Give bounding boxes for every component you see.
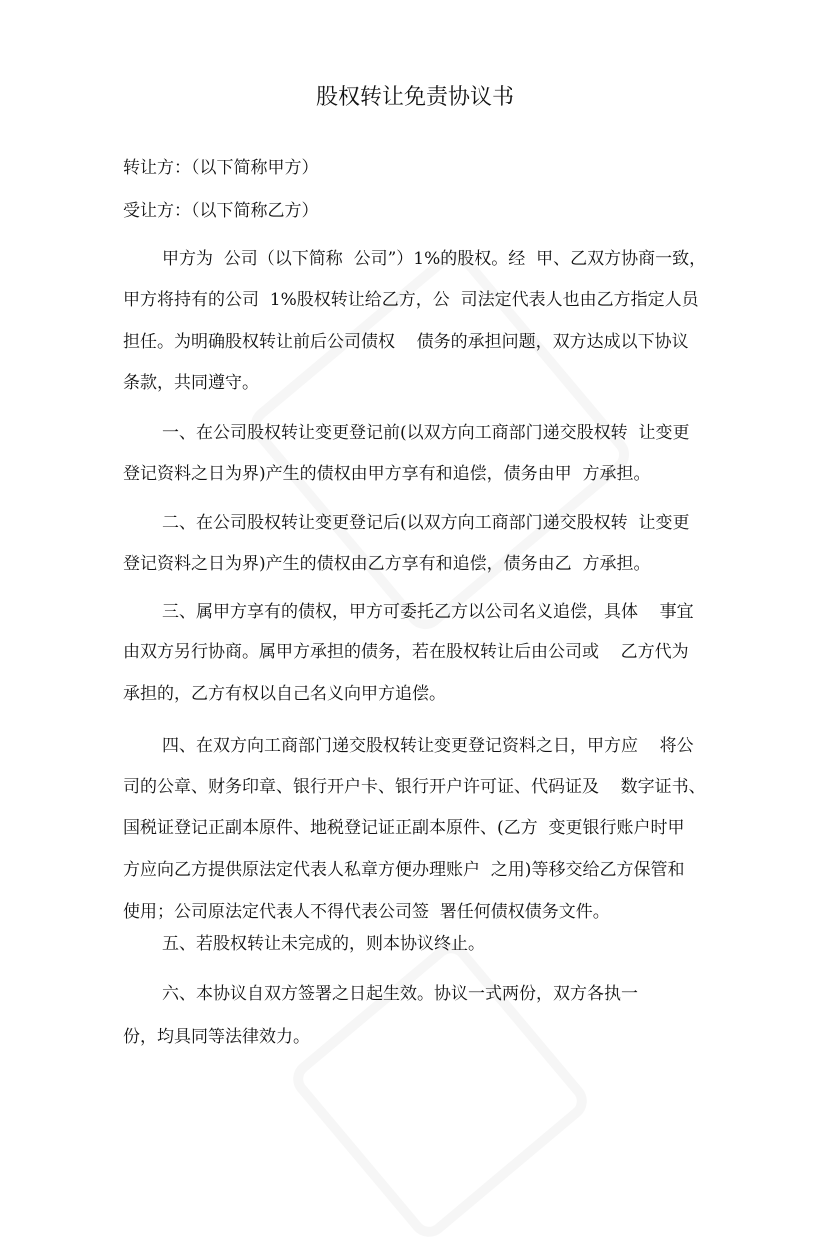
- clause-5-line: 五、若股权转让未完成的，则本协议终止。: [162, 934, 485, 954]
- transferee-line: 受让方：（以下简称乙方）: [123, 201, 319, 221]
- paragraph-line: 甲方将持有的公司 1%股权转让给乙方，公 司法定代表人也由乙方指定人员: [123, 290, 699, 310]
- clause-6-line: 六、本协议自双方签署之日起生效。协议一式两份，双方各执一: [162, 984, 638, 1004]
- clause-4-line: 四、在双方向工商部门递交股权转让变更登记资料之日，甲方应 将公: [162, 736, 694, 756]
- clause-3-line: 承担的，乙方有权以自己名义向甲方追偿。: [123, 684, 446, 704]
- clause-2-line: 二、在公司股权转让变更登记后(以双方向工商部门递交股权转 让变更: [162, 513, 690, 533]
- watermark: [285, 935, 595, 1245]
- clause-6-line: 份，均具同等法律效力。: [123, 1027, 310, 1047]
- paragraph-line: 条款，共同遵守。: [123, 373, 259, 393]
- paragraph-line: 甲方为 公司（以下简称 公司”）1%的股权。经 甲、乙双方协商一致，: [162, 249, 707, 269]
- clause-4-line: 使用；公司原法定代表人不得代表公司签 署任何债权债务文件。: [123, 902, 610, 922]
- transferor-line: 转让方：（以下简称甲方）: [123, 158, 319, 178]
- paragraph-line: 担任。为明确股权转让前后公司债权 债务的承担问题，双方达成以下协议: [123, 332, 689, 352]
- document-title: 股权转让免责协议书: [315, 85, 514, 110]
- clause-4-line: 国税证登记正副本原件、地税登记证正副本原件、(乙方 变更银行账户时甲: [123, 818, 685, 838]
- clause-1-line: 一、在公司股权转让变更登记前(以双方向工商部门递交股权转 让变更: [162, 423, 690, 443]
- clause-4-line: 司的公章、财务印章、银行开户卡、银行开户许可证、代码证及 数字证书、: [123, 777, 706, 797]
- clause-1-line: 登记资料之日为界)产生的债权由甲方享有和追偿，债务由甲 方承担。: [123, 464, 651, 484]
- clause-4-line: 方应向乙方提供原法定代表人私章方便办理账户 之用)等移交给乙方保管和: [123, 860, 685, 880]
- clause-2-line: 登记资料之日为界)产生的债权由乙方享有和追偿，债务由乙 方承担。: [123, 554, 651, 574]
- clause-3-line: 由双方另行协商。属甲方承担的债务，若在股权转让后由公司或 乙方代为: [123, 642, 689, 662]
- clause-3-line: 三、属甲方享有的债权，甲方可委托乙方以公司名义追偿，具体 事宜: [162, 602, 694, 622]
